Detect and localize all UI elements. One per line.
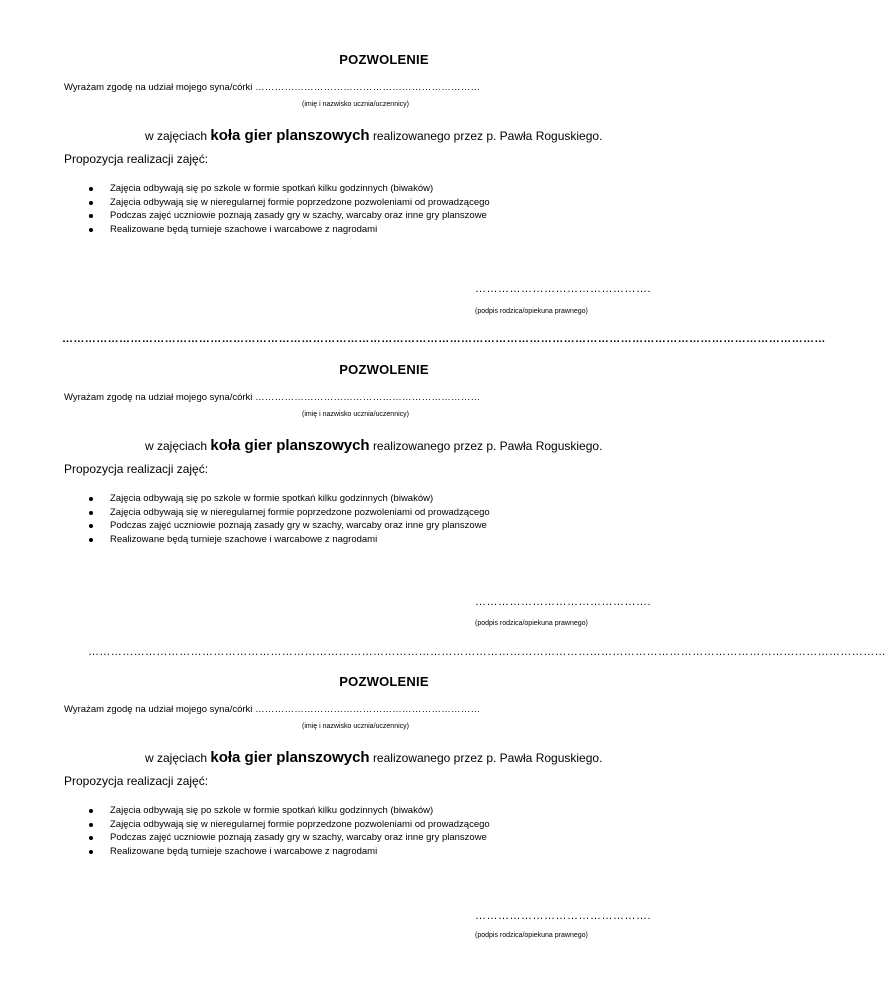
permission-slip-3 (0, 622, 886, 922)
student-name-hint: (imię i nazwisko ucznia/uczennicy) (302, 723, 409, 730)
activity-name: koła gier planszowych (210, 127, 370, 144)
signature-field[interactable]: ………………………………………. (475, 910, 652, 922)
cut-line: ………………………………………………………………………………………………………………………………………………………………………………………… (88, 646, 886, 658)
activity-line (145, 749, 602, 766)
list-item: Zajęcia odbywają się w nieregularnej formie poprzedzone pozwoleniami od prowadzącego (110, 818, 490, 830)
list-item: Realizowane będą turnieje szachowe i warcabowe z nagrodami (110, 533, 490, 547)
consent-text: Wyrażam zgodę na udział mojego syna/córki (64, 392, 253, 403)
slip-title: POZWOLENIE (339, 52, 429, 67)
student-name-hint: (imię i nazwisko ucznia/uczennicy) (302, 101, 409, 108)
list-item: Podczas zajęć uczniowie poznają zasady gry w szachy, warcaby oraz inne gry planszowe (110, 831, 490, 845)
activity-prefix: w zajęciach (145, 751, 208, 765)
activity-suffix: realizowanego przez p. Pawła Roguskiego. (372, 439, 603, 453)
consent-line (64, 704, 480, 715)
activity-prefix: w zajęciach (145, 439, 208, 453)
signature-hint: (podpis rodzica/opiekuna prawnego) (475, 308, 588, 315)
consent-text: Wyrażam zgodę na udział mojego syna/córki (64, 704, 253, 715)
activity-suffix: realizowanego przez p. Pawła Roguskiego. (372, 129, 603, 143)
list-item: Zajęcia odbywają się w nieregularnej formie poprzedzone pozwoleniami od prowadzącego (110, 196, 490, 208)
signature-hint: (podpis rodzica/opiekuna prawnego) (475, 932, 588, 939)
proposal-list (110, 182, 490, 236)
proposal-heading: Propozycja realizacji zajęć: (64, 774, 209, 788)
slip-title: POZWOLENIE (339, 674, 429, 689)
activity-name: koła gier planszowych (210, 437, 370, 454)
list-item: Realizowane będą turnieje szachowe i warcabowe z nagrodami (110, 223, 490, 237)
activity-name: koła gier planszowych (210, 749, 370, 766)
list-item: Podczas zajęć uczniowie poznają zasady gry w szachy, warcaby oraz inne gry planszowe (110, 209, 490, 223)
student-name-field[interactable]: …………………………………………………………… (255, 392, 481, 403)
list-item: Zajęcia odbywają się po szkole w formie spotkań kilku godzinnych (biwaków) (110, 804, 490, 818)
consent-text: Wyrażam zgodę na udział mojego syna/córki (64, 82, 253, 93)
proposal-list (110, 492, 490, 546)
student-name-hint: (imię i nazwisko ucznia/uczennicy) (302, 411, 409, 418)
activity-suffix: realizowanego przez p. Pawła Roguskiego. (372, 751, 603, 765)
signature-field[interactable]: ………………………………………. (475, 596, 652, 608)
consent-line (64, 82, 480, 93)
list-item: Zajęcia odbywają się w nieregularnej formie poprzedzone pozwoleniami od prowadzącego (110, 506, 490, 518)
activity-line (145, 437, 602, 454)
permission-slip-2 (0, 310, 826, 610)
proposal-heading: Propozycja realizacji zajęć: (64, 152, 209, 166)
permission-slip-1 (0, 0, 768, 300)
list-item: Zajęcia odbywają się po szkole w formie spotkań kilku godzinnych (biwaków) (110, 492, 490, 506)
slip-title: POZWOLENIE (339, 362, 429, 377)
student-name-field[interactable]: …………………………………………………………… (255, 82, 481, 93)
activity-line (145, 127, 602, 144)
proposal-list (110, 804, 490, 858)
proposal-heading: Propozycja realizacji zajęć: (64, 462, 209, 476)
consent-line (64, 392, 480, 403)
activity-prefix: w zajęciach (145, 129, 208, 143)
list-item: Podczas zajęć uczniowie poznają zasady gry w szachy, warcaby oraz inne gry planszowe (110, 519, 490, 533)
list-item: Zajęcia odbywają się po szkole w formie spotkań kilku godzinnych (biwaków) (110, 182, 490, 196)
list-item: Realizowane będą turnieje szachowe i warcabowe z nagrodami (110, 845, 490, 859)
cut-line: ………………………………………………………………………………………………………………………………………………………………………………… (62, 333, 826, 345)
signature-hint: (podpis rodzica/opiekuna prawnego) (475, 620, 588, 627)
signature-field[interactable]: ………………………………………. (475, 283, 652, 295)
student-name-field[interactable]: …………………………………………………………… (255, 704, 481, 715)
